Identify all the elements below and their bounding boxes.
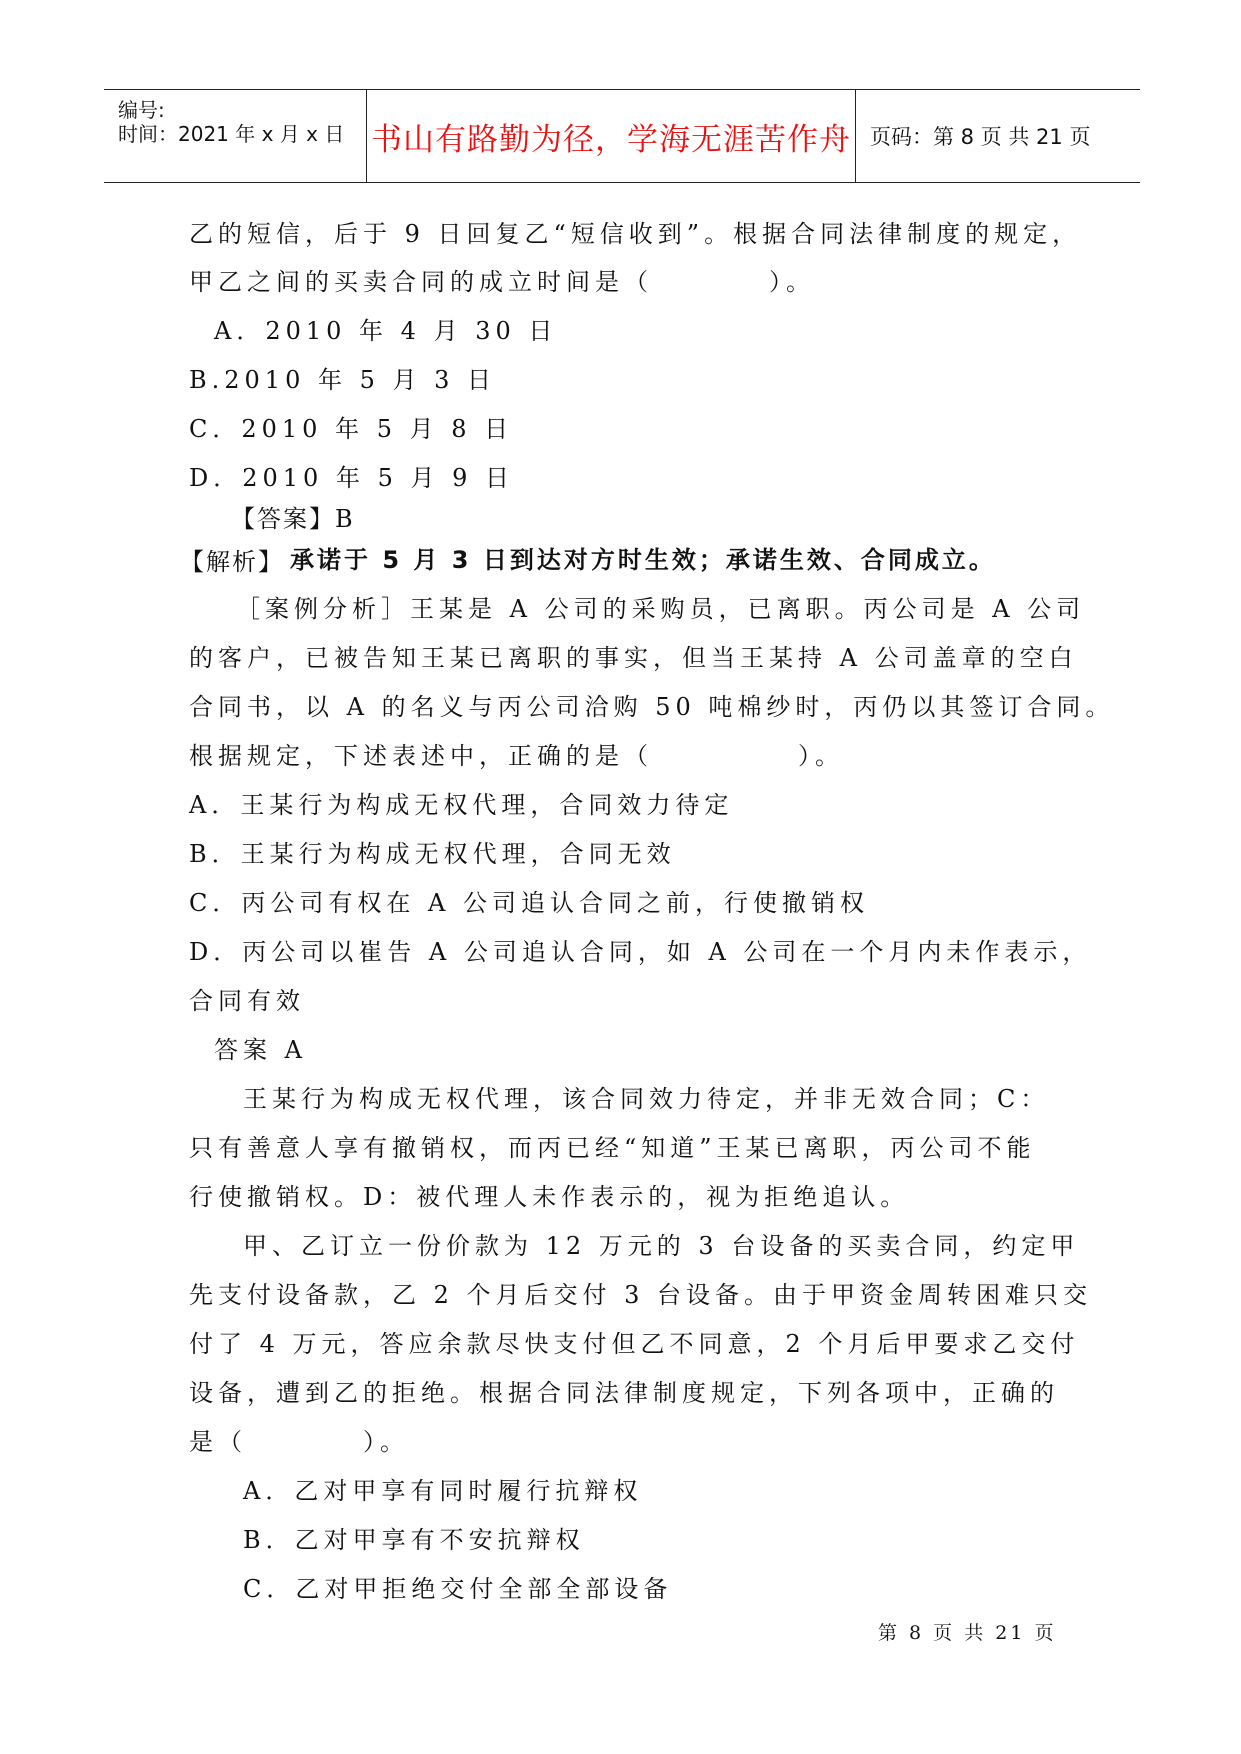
text-line: 甲、乙订立一份价款为 12 万元的 3 台设备的买卖合同，约定甲 — [243, 1232, 1080, 1260]
text-line: 只有善意人享有撤销权，而丙已经“知道”王某已离职，丙公司不能 — [189, 1134, 1036, 1162]
text-line: 先支付设备款，乙 2 个月后交付 3 台设备。由于甲资金周转困难只交 — [189, 1281, 1093, 1309]
option-line: C．2010 年 5 月 8 日 — [189, 415, 514, 443]
page-header — [104, 89, 1140, 183]
text-line: ［案例分析］王某是 A 公司的采购员，已离职。丙公司是 A 公司 — [236, 595, 1086, 623]
text-line: 行使撤销权。D：被代理人未作表示的，视为拒绝追认。 — [189, 1183, 910, 1211]
header-page-cell — [856, 90, 1140, 182]
answer-line: 【答案】B — [231, 505, 355, 533]
text-line: 是（ ）。 — [189, 1428, 409, 1456]
analysis-label: 【解析】 — [180, 548, 284, 576]
text-line: 付了 4 万元，答应余款尽快支付但乙不同意，2 个月后甲要求乙交付 — [189, 1330, 1080, 1358]
option-line: D．2010 年 5 月 9 日 — [189, 464, 515, 492]
option-line: C．乙对甲拒绝交付全部全部设备 — [243, 1575, 673, 1603]
text-line: 设备，遭到乙的拒绝。根据合同法律制度规定，下列各项中，正确的 — [189, 1379, 1059, 1407]
option-line: A．2010 年 4 月 30 日 — [214, 317, 558, 345]
option-line: B．乙对甲享有不安抗辩权 — [243, 1526, 585, 1554]
answer-line: 答案 A — [214, 1036, 307, 1064]
option-line: C．丙公司有权在 A 公司追认合同之前，行使撤销权 — [189, 889, 869, 917]
header-motto-cell — [367, 90, 856, 182]
text-line: 的客户，已被告知王某已离职的事实，但当王某持 A 公司盖章的空白 — [189, 644, 1078, 672]
time-label: 时间：2021 年 x 月 x 日 — [118, 122, 345, 146]
page-info: 页码：第 8 页 共 21 页 — [870, 125, 1091, 149]
motto: 书山有路勤为径，学海无涯苦作舟 — [371, 121, 851, 158]
text-line: 合同有效 — [189, 987, 305, 1015]
text-line: 王某行为构成无权代理，该合同效力待定，并非无效合同；C： — [243, 1085, 1050, 1113]
text-line: 甲乙之间的买卖合同的成立时间是（ ）。 — [189, 268, 815, 296]
option-line: D．丙公司以崔告 A 公司追认合同，如 A 公司在一个月内未作表示， — [189, 938, 1092, 966]
text-line: 根据规定，下述表述中，正确的是（ ）。 — [189, 742, 844, 770]
option-line: B．王某行为构成无权代理，合同无效 — [189, 840, 676, 868]
header-meta — [104, 90, 367, 182]
analysis-text: 承诺于 5 月 3 日到达对方时生效；承诺生效、合同成立。 — [290, 546, 996, 574]
option-line: A．乙对甲享有同时履行抗辩权 — [243, 1477, 643, 1505]
option-line: A．王某行为构成无权代理，合同效力待定 — [189, 791, 734, 819]
page-footer: 第 8 页 共 21 页 — [878, 1622, 1057, 1644]
number-label: 编号: — [118, 98, 165, 122]
option-line: B.2010 年 5 月 3 日 — [189, 366, 497, 394]
text-line: 乙的短信，后于 9 日回复乙“短信收到”。根据合同法律制度的规定， — [189, 220, 1082, 248]
text-line: 合同书，以 A 的名义与丙公司洽购 50 吨棉纱时，丙仍以其签订合同。 — [189, 693, 1115, 721]
